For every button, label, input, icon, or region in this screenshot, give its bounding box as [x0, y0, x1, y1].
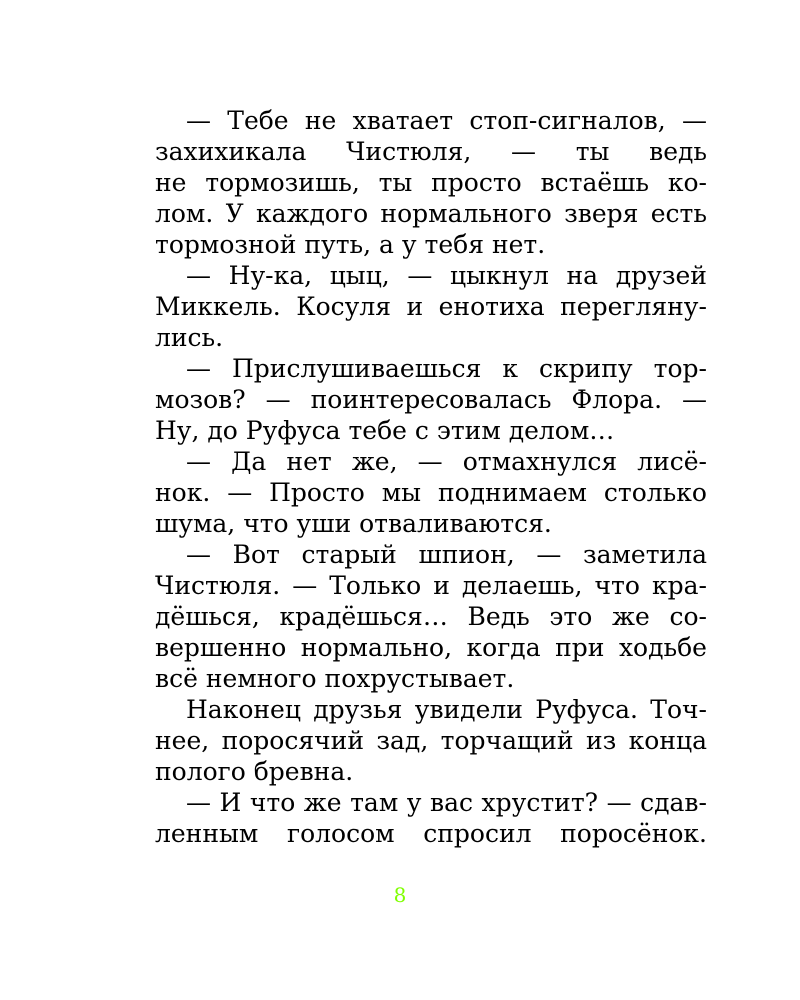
word: цыц, [329, 261, 390, 290]
word: — [681, 106, 707, 135]
word: енотиха [438, 292, 545, 321]
word: У [225, 199, 244, 228]
text-line [155, 167, 707, 198]
text-line [155, 136, 707, 167]
word: поросячий [221, 726, 364, 755]
word: и [406, 292, 424, 321]
word: И [219, 788, 242, 817]
word: — [536, 540, 562, 569]
word: когда [466, 633, 541, 662]
word: хрустит? [481, 788, 599, 817]
word: тор- [653, 354, 707, 383]
word: перегляну- [560, 292, 707, 321]
text-line [155, 663, 707, 694]
word: что [594, 571, 640, 600]
word: — [227, 478, 253, 507]
word: ты [575, 137, 610, 166]
word: Прислушиваешься [231, 354, 482, 383]
word: хватает [352, 106, 454, 135]
word: не [304, 106, 337, 135]
word: шума, что уши отваливаются. [155, 509, 552, 538]
word: есть [650, 199, 707, 228]
word: Наконец [186, 695, 301, 724]
text-line [155, 446, 707, 477]
word: — [186, 106, 211, 135]
page-number: 8 [393, 883, 407, 907]
text-line [155, 229, 707, 260]
word: же [612, 602, 650, 631]
word: Да [231, 447, 267, 476]
text-line [155, 477, 707, 508]
word: просто [431, 168, 522, 197]
word: — [682, 385, 707, 414]
text-line [155, 756, 707, 787]
word: нормально, [300, 633, 453, 662]
word: друзей [615, 261, 707, 290]
word: ведь [649, 137, 707, 166]
word: нормального [380, 199, 552, 228]
word: — [186, 540, 211, 569]
word: поинтересовалась [310, 385, 552, 414]
word: каждого [256, 199, 369, 228]
word: там [350, 788, 399, 817]
word: зверя [564, 199, 639, 228]
word: лом. [155, 199, 214, 228]
word: встаёшь [540, 168, 650, 197]
word: старый [301, 540, 397, 569]
word: друзья [313, 695, 403, 724]
word: — [265, 385, 291, 414]
word: — [186, 447, 211, 476]
word: — [186, 788, 211, 817]
body-text [155, 105, 707, 849]
text-line [155, 601, 707, 632]
word: что [249, 788, 296, 817]
word: не [155, 168, 187, 197]
text-line [155, 725, 707, 756]
text-line [155, 694, 707, 725]
text-line [155, 632, 707, 663]
word: — [407, 261, 433, 290]
word: Тебе [227, 106, 289, 135]
word: Флора. [571, 385, 663, 414]
word: увидели [414, 695, 523, 724]
word: вершенно [155, 633, 287, 662]
word: полого бревна. [155, 757, 354, 786]
word: к [502, 354, 518, 383]
word: же [303, 788, 342, 817]
word: цыкнул [450, 261, 549, 290]
word: поросёнок. [560, 819, 707, 848]
word: нет [286, 447, 332, 476]
word: зад, [376, 726, 429, 755]
word: шпион, [418, 540, 515, 569]
word: захихикала [155, 137, 307, 166]
text-line [155, 818, 707, 849]
word: у [406, 788, 422, 817]
word: нее, [155, 726, 210, 755]
text-line [155, 787, 707, 818]
word: ходьбе [618, 633, 707, 662]
word: — [510, 137, 536, 166]
word: голосом [287, 819, 395, 848]
text-line [155, 539, 707, 570]
text-line [155, 415, 707, 446]
word: вас [430, 788, 474, 817]
word: со- [669, 602, 707, 631]
text-line [155, 260, 707, 291]
word: всё немного похрустывает. [155, 664, 515, 693]
word: — [186, 261, 211, 290]
word: спросил [423, 819, 532, 848]
word: Косуля [296, 292, 391, 321]
word: ко- [667, 168, 707, 197]
word: торчащий [440, 726, 574, 755]
text-line [155, 508, 707, 539]
word: — [606, 788, 632, 817]
word: отмахнулся [462, 447, 618, 476]
word: скрипу [538, 354, 633, 383]
text-line [155, 291, 707, 322]
word: при [555, 633, 605, 662]
word: ты [378, 168, 413, 197]
word: Вот [232, 540, 280, 569]
word: из [585, 726, 617, 755]
word: Миккель. [155, 292, 281, 321]
word: Просто [269, 478, 365, 507]
word: мы [381, 478, 422, 507]
word: же, [351, 447, 398, 476]
word: Чистюля. [155, 571, 281, 600]
word: Руфуса. [535, 695, 638, 724]
word: — [292, 571, 318, 600]
text-line [155, 198, 707, 229]
word: Точ- [650, 695, 707, 724]
word: сдав- [640, 788, 707, 817]
word: мозов? [155, 385, 246, 414]
word: тормозной путь, а у тебя нет. [155, 230, 546, 259]
word: Только [329, 571, 422, 600]
word: — [186, 354, 211, 383]
word: конца [628, 726, 707, 755]
text-line [155, 105, 707, 136]
word: — [417, 447, 443, 476]
word: лисё- [637, 447, 707, 476]
word: кра- [651, 571, 707, 600]
word: и [433, 571, 450, 600]
word: Ну-ка, [228, 261, 313, 290]
word: крадёшься… [279, 602, 448, 631]
word: это [549, 602, 593, 631]
word: Ну, до Руфуса тебе с этим делом… [155, 416, 615, 445]
word: делаешь, [461, 571, 583, 600]
text-line [155, 322, 707, 353]
text-line [155, 384, 707, 415]
word: дёшься, [155, 602, 260, 631]
word: ленным [155, 819, 259, 848]
word: поднимаем [437, 478, 587, 507]
word: тормозишь, [205, 168, 360, 197]
word: заметила [582, 540, 707, 569]
word: нок. [155, 478, 211, 507]
text-line [155, 570, 707, 601]
word: лись. [155, 323, 224, 352]
word: столько [603, 478, 707, 507]
word: Ведь [467, 602, 530, 631]
word: стоп-сигналов, [469, 106, 666, 135]
word: Чистюля, [346, 137, 472, 166]
text-line [155, 353, 707, 384]
word: на [566, 261, 599, 290]
